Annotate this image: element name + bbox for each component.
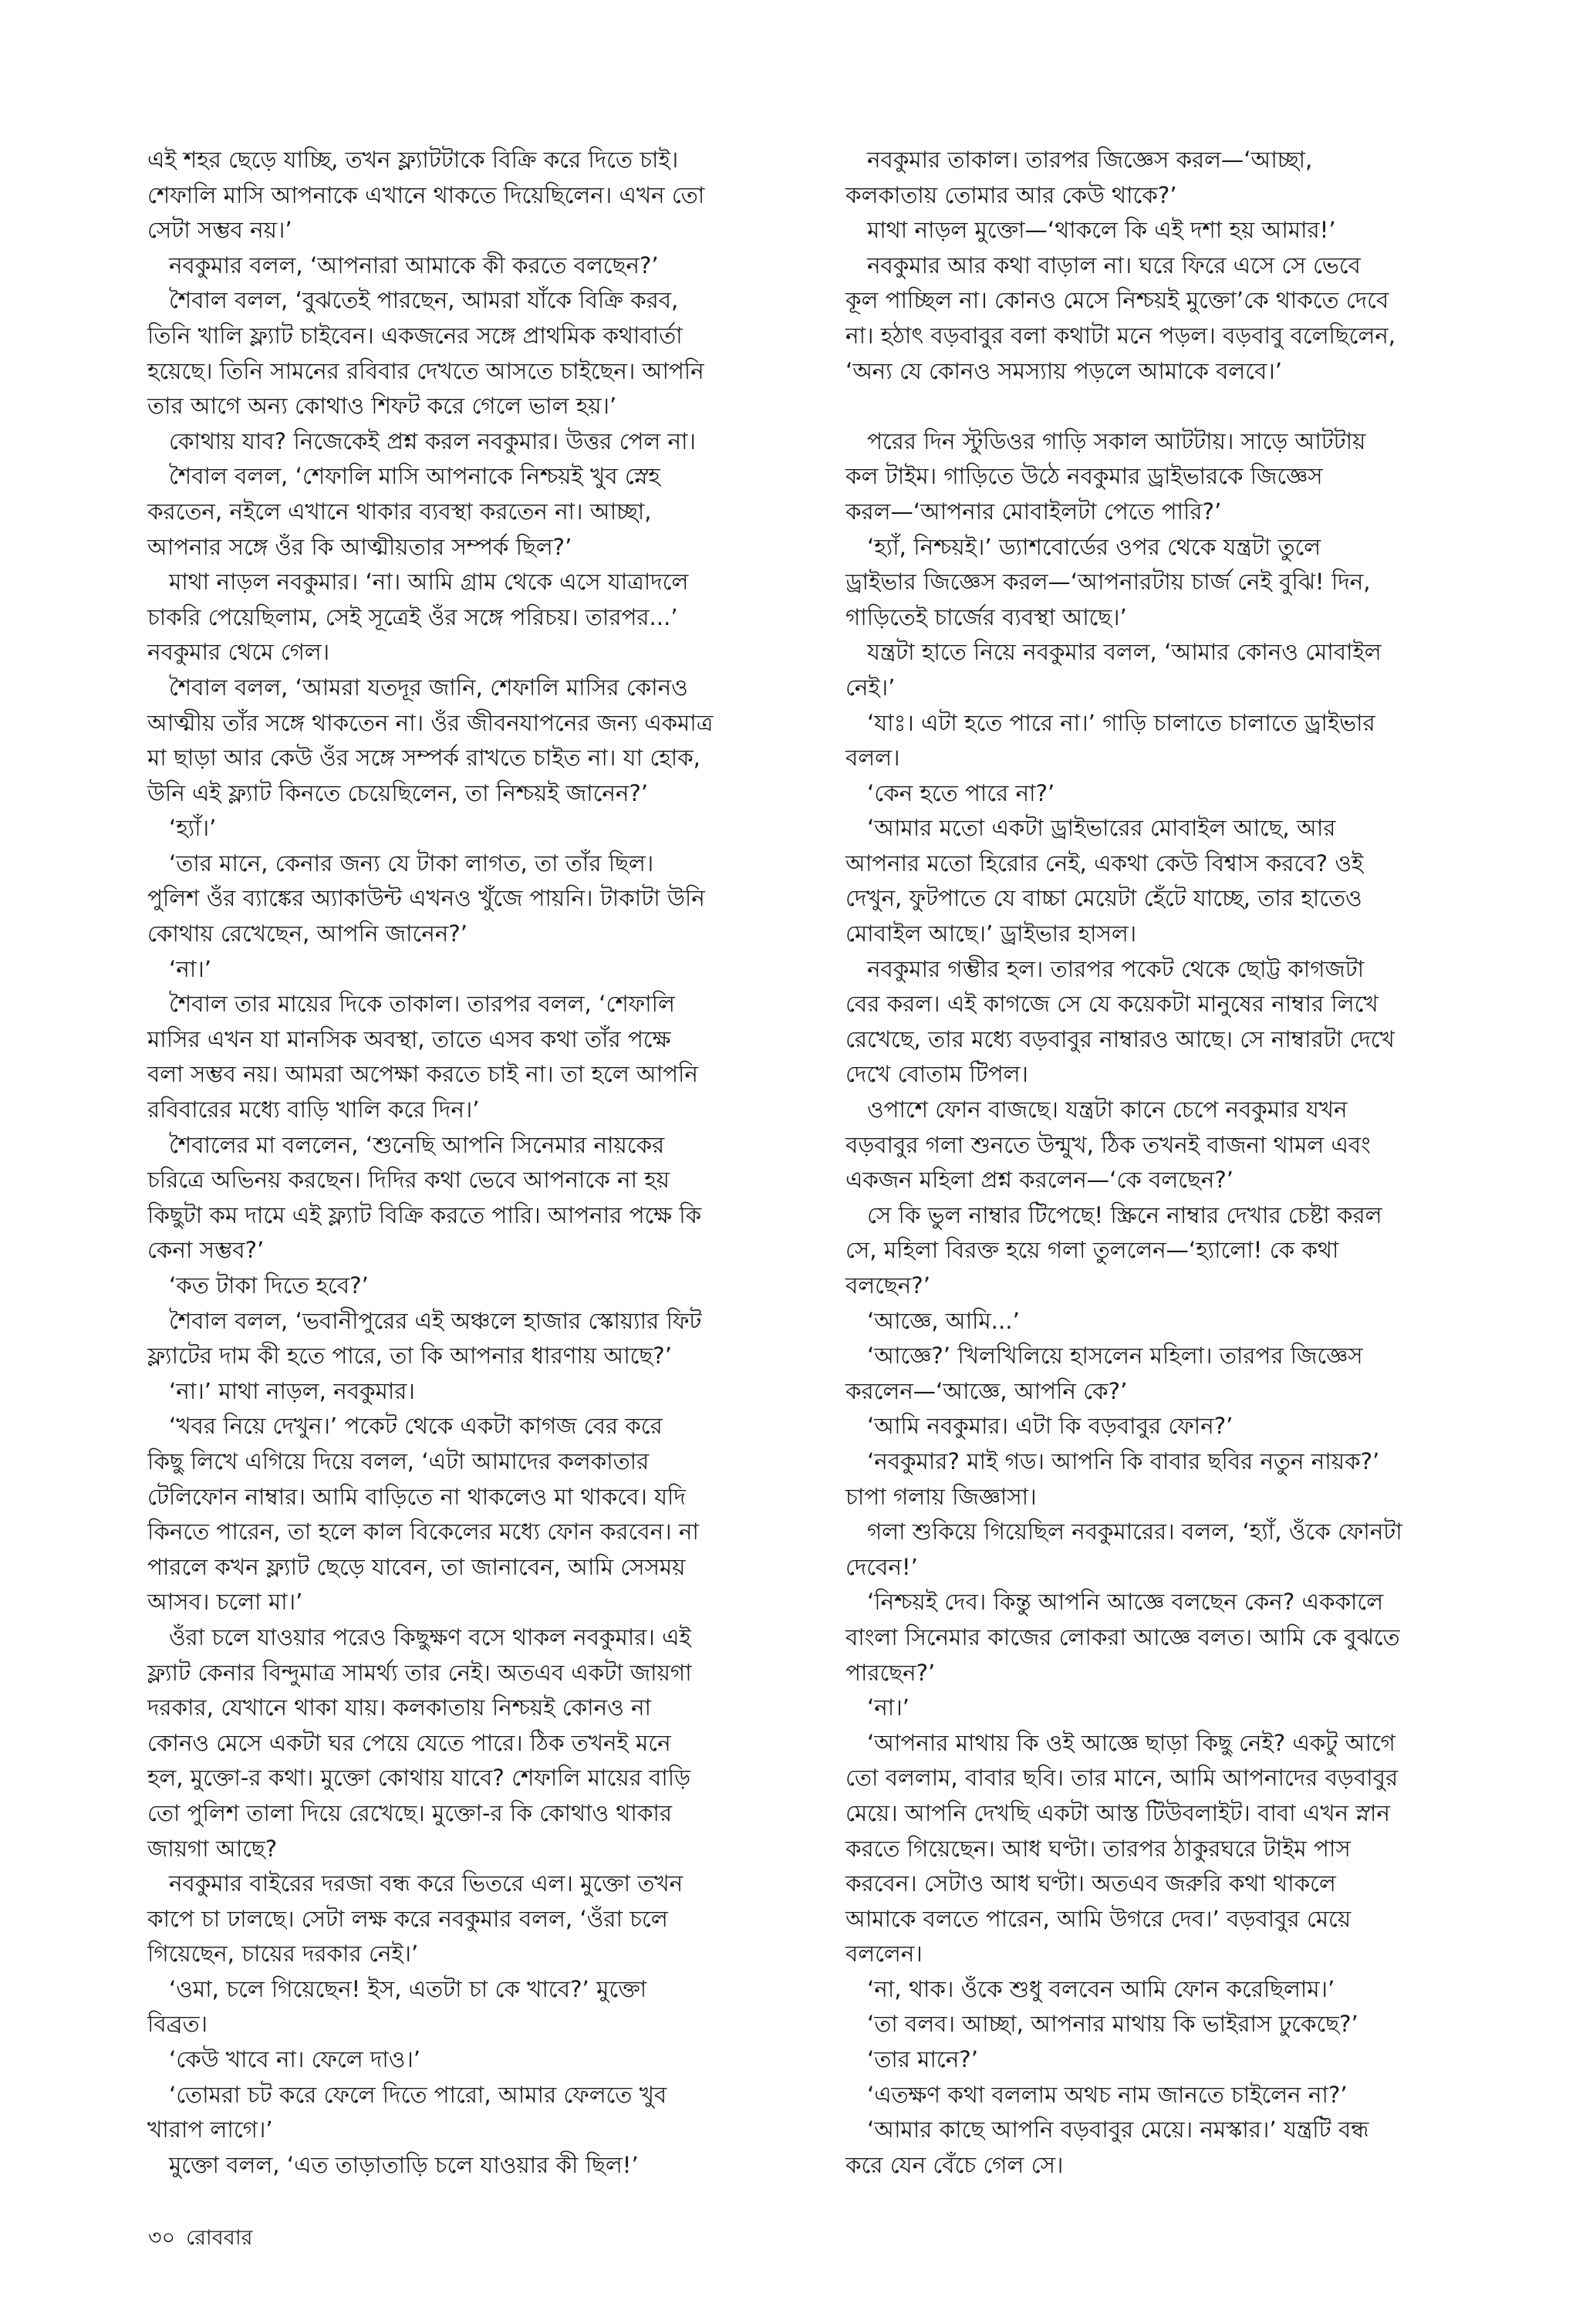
text-line: নবকুমার বলল, ‘আপনারা আমাকে কী করতে বলছেন?’ <box>147 252 659 279</box>
text-line: সে, মহিলা বিরক্ত হয়ে গলা তুললেন—‘হ্যালো! কে কথা <box>845 1237 1339 1264</box>
text-line: ড্রাইভার জিজ্ঞেস করল—‘আপনারটায় চার্জ নেই বুঝি! দিন, <box>845 569 1371 596</box>
text-line: হয়েছে। তিনি সামনের রবিবার দেখতে আসতে চাইছেন। আপনি <box>147 357 704 384</box>
text-line: আমাকে বলতে পারেন, আমি উগরে দেব।’ বড়বাবুর মেয়ে <box>845 1905 1352 1932</box>
text-line: এই শহর ছেড়ে যাচ্ছি, তখন ফ্ল্যাটটাকে বিক্রি করে দিতে চাই। <box>147 147 679 173</box>
text-line: ‘না, থাক। ওঁকে শুধু বলবেন আমি ফোন করেছিলাম।’ <box>845 1975 1335 2002</box>
text-line: মাথা নাড়ল নবকুমার। ‘না। আমি গ্রাম থেকে এসে যাত্রাদলে <box>147 569 689 596</box>
text-line: শেফালি মাসি আপনাকে এখানে থাকতে দিয়েছিলেন। এখন তো <box>147 181 705 208</box>
text-line: শৈবাল বলল, ‘বুঝতেই পারছেন, আমরা যাঁকে বিক্রি করব, <box>147 287 679 314</box>
text-line: চাকরি পেয়েছিলাম, সেই সূত্রেই ওঁর সঙ্গে পরিচয়। তারপর...’ <box>147 603 678 630</box>
text-line: ‘হ্যাঁ, নিশ্চয়ই।’ ড্যাশবোর্ডের ওপর থেকে যন্ত্রটা তুলে <box>845 533 1321 560</box>
text-line: ‘আজ্ঞে?’ খিলখিলিয়ে হাসলেন মহিলা। তারপর জিজ্ঞেস <box>845 1343 1363 1370</box>
text-line: বললেন। <box>845 1941 923 1968</box>
text-line: তিনি খালি ফ্ল্যাট চাইবেন। একজনের সঙ্গে প্রাথমিক কথাবার্তা <box>147 322 683 349</box>
text-line: নবকুমার আর কথা বাড়াল না। ঘরে ফিরে এসে সে ভেবে <box>845 252 1361 279</box>
text-line: উনি এই ফ্ল্যাট কিনতে চেয়েছিলেন, তা নিশ্চয়ই জানেন?’ <box>147 779 649 806</box>
text-line: ‘আমার মতো একটা ড্রাইভারের মোবাইল আছে, আর <box>845 815 1336 842</box>
text-line <box>845 389 1524 424</box>
text-line: বলা সম্ভব নয়। আমরা অপেক্ষা করতে চাই না। তা হলে আপনি <box>147 1061 698 1088</box>
text-line: ‘কত টাকা দিতে হবে?’ <box>147 1272 369 1299</box>
text-line: নবকুমার বাইরের দরজা বন্ধ করে ভিতরে এল। মুক্তো তখন <box>147 1870 683 1897</box>
right-text-column <box>845 143 1524 2183</box>
text-line: ‘আপনার মাথায় কি ওই আজ্ঞে ছাড়া কিছু নেই? একটু আগে <box>845 1729 1395 1756</box>
text-line: শৈবাল বলল, ‘আমরা যতদূর জানি, শেফালি মাসির কোনও <box>147 674 688 701</box>
text-line: রবিবারের মধ্যে বাড়ি খালি করে দিন।’ <box>147 1096 480 1123</box>
text-line: ওপাশে ফোন বাজছে। যন্ত্রটা কানে চেপে নবকুমার যখন <box>845 1096 1348 1123</box>
text-line: সেটা সম্ভব নয়।’ <box>147 217 292 244</box>
text-line: শৈবালের মা বললেন, ‘শুনেছি আপনি সিনেমার নায়কের <box>147 1131 665 1158</box>
text-line: গলা শুকিয়ে গিয়েছিল নবকুমারের। বলল, ‘হ্যাঁ, ওঁকে ফোনটা <box>845 1518 1402 1545</box>
text-line: ফ্ল্যাট কেনার বিন্দুমাত্র সামর্থ্য তার নেই। অতএব একটা জায়গা <box>147 1659 692 1686</box>
text-line: টেলিফোন নাম্বার। আমি বাড়িতে না থাকলেও মা থাকবে। যদি <box>147 1483 686 1510</box>
text-line: মাসির এখন যা মানসিক অবস্থা, তাতে এসব কথা তাঁর পক্ষে <box>147 1025 671 1052</box>
text-line: বলল। <box>845 745 900 772</box>
text-line: করল—‘আপনার মোবাইলটা পেতে পারি?’ <box>845 498 1222 525</box>
text-line: রেখেছে, তার মধ্যে বড়বাবুর নাম্বারও আছে। সে নাম্বারটা দেখে <box>845 1025 1395 1052</box>
text-line: নবকুমার থেমে গেল। <box>147 639 330 666</box>
text-line: ‘এতক্ষণ কথা বললাম অথচ নাম জানতে চাইলেন না?’ <box>845 2081 1348 2108</box>
text-line: আসব। চলো মা।’ <box>147 1589 303 1616</box>
text-line: কাপে চা ঢালছে। সেটা লক্ষ করে নবকুমার বলল, ‘ওঁরা চলে <box>147 1905 668 1932</box>
text-line: পারছেন?’ <box>845 1659 936 1686</box>
text-line: শৈবাল বলল, ‘ভবানীপুরের এই অঞ্চলে হাজার স্কোয়্যার ফিট <box>147 1307 702 1334</box>
text-line: করতে গিয়েছেন। আধ ঘণ্টা। তারপর ঠাকুরঘরে টাইম পাস <box>845 1835 1351 1862</box>
text-line: ‘আমি নবকুমার। এটা কি বড়বাবুর ফোন?’ <box>845 1413 1233 1440</box>
text-line: বের করল। এই কাগজে সে যে কয়েকটা মানুষের নাম্বার লিখে <box>845 991 1379 1018</box>
text-line: করতেন, নইলে এখানে থাকার ব্যবস্থা করতেন না। আচ্ছা, <box>147 498 652 525</box>
text-line: করলেন—‘আজ্ঞে, আপনি কে?’ <box>845 1377 1128 1404</box>
text-line: দেখে বোতাম টিপল। <box>845 1061 1028 1088</box>
text-line: কূল পাচ্ছিল না। কোনও মেসে নিশ্চয়ই মুক্তো’কে থাকতে দেবে <box>845 287 1389 314</box>
text-line: কলকাতায় তোমার আর কেউ থাকে?’ <box>845 181 1177 208</box>
text-line: তো পুলিশ তালা দিয়ে রেখেছে। মুক্তো-র কি কোথাও থাকার <box>147 1799 672 1826</box>
page-footer <box>148 2224 253 2252</box>
text-line: পরের দিন স্টুডিওর গাড়ি সকাল আটটায়। সাড়ে আটটায় <box>845 427 1366 454</box>
text-line: কোনও মেসে একটা ঘর পেয়ে যেতে পারে। ঠিক তখনই মনে <box>147 1729 671 1756</box>
text-line: কোথায় রেখেছেন, আপনি জানেন?’ <box>147 920 468 948</box>
text-line: না। হঠাৎ বড়বাবুর বলা কথাটা মনে পড়ল। বড়বাবু বলেছিলেন, <box>845 322 1396 349</box>
text-line: মেয়ে। আপনি দেখছি একটা আস্ত টিউবলাইট। বাবা এখন স্নান <box>845 1799 1390 1826</box>
text-line: ‘আজ্ঞে, আমি...’ <box>845 1307 1020 1334</box>
text-line: ‘কেউ খাবে না। ফেলে দাও।’ <box>147 2046 421 2073</box>
text-line: ‘না।’ <box>147 955 212 982</box>
text-line: তার আগে অন্য কোথাও শিফট করে গেলে ভাল হয়।’ <box>147 393 617 420</box>
text-line: মা ছাড়া আর কেউ ওঁর সঙ্গে সম্পর্ক রাখতে চাইত না। যা হোক, <box>147 745 700 772</box>
text-line: দরকার, যেখানে থাকা যায়। কলকাতায় নিশ্চয়ই কোনও না <box>147 1694 652 1721</box>
text-line: বাংলা সিনেমার কাজের লোকরা আজ্ঞে বলত। আমি কে বুঝতে <box>845 1623 1400 1650</box>
left-text-column <box>147 143 842 2183</box>
text-line: ‘নবকুমার? মাই গড। আপনি কি বাবার ছবির নতুন নায়ক?’ <box>845 1447 1380 1474</box>
text-line: আপনার মতো হিরোর নেই, একথা কেউ বিশ্বাস করবে? ওই <box>845 850 1364 877</box>
text-line: ‘খবর নিয়ে দেখুন।’ পকেট থেকে একটা কাগজ বের করে <box>147 1413 663 1440</box>
text-line: শৈবাল বলল, ‘শেফালি মাসি আপনাকে নিশ্চয়ই খুব স্নেহ <box>147 463 660 490</box>
text-line: কেনা সম্ভব?’ <box>147 1237 265 1264</box>
magazine-name: রোববার <box>186 2226 253 2250</box>
text-line: মুক্তো বলল, ‘এত তাড়াতাড়ি চলে যাওয়ার কী ছিল!’ <box>147 2151 639 2178</box>
text-line: গিয়েছেন, চায়ের দরকার নেই।’ <box>147 1941 419 1968</box>
text-line: নবকুমার গম্ভীর হল। তারপর পকেট থেকে ছোট্ট কাগজটা <box>845 955 1365 982</box>
text-line: হল, মুক্তো-র কথা। মুক্তো কোথায় যাবে? শেফালি মায়ের বাড়ি <box>147 1765 691 1792</box>
text-line: ‘তা বলব। আচ্ছা, আপনার মাথায় কি ভাইরাস ঢুকেছে?’ <box>845 2011 1358 2038</box>
text-line: একজন মহিলা প্রশ্ন করলেন—‘কে বলছেন?’ <box>845 1167 1234 1194</box>
text-line: চরিত্রে অভিনয় করছেন। দিদির কথা ভেবে আপনাকে না হয় <box>147 1167 670 1194</box>
text-line: তো বললাম, বাবার ছবি। তার মানে, আমি আপনাদের বড়বাবুর <box>845 1765 1399 1792</box>
text-line: আপনার সঙ্গে ওঁর কি আত্মীয়তার সম্পর্ক ছিল?’ <box>147 533 572 560</box>
text-line: আত্মীয় তাঁর সঙ্গে থাকতেন না। ওঁর জীবনযাপনের জন্য একমাত্র <box>147 709 714 736</box>
text-line: ‘যাঃ। এটা হতে পারে না।’ গাড়ি চালাতে চালাতে ড্রাইভার <box>845 709 1375 736</box>
text-line: বড়বাবুর গলা শুনতে উন্মুখ, ঠিক তখনই বাজনা থামল এবং <box>845 1131 1371 1158</box>
text-line: ‘না।’ মাথা নাড়ল, নবকুমার। <box>147 1377 415 1404</box>
text-line: চাপা গলায় জিজ্ঞাসা। <box>845 1483 1037 1510</box>
text-line: সে কি ভুল নাম্বার টিপেছে! স্ক্রিনে নাম্বার দেখার চেষ্টা করল <box>845 1201 1382 1228</box>
text-line: বলছেন?’ <box>845 1272 931 1299</box>
text-line: ‘অন্য যে কোনও সমস্যায় পড়লে আমাকে বলবে।’ <box>845 357 1283 384</box>
text-line: ‘কেন হতে পারে না?’ <box>845 779 1055 806</box>
text-line: কিনতে পারেন, তা হলে কাল বিকেলের মধ্যে ফোন করবেন। না <box>147 1518 699 1545</box>
page-number: ৩০ <box>148 2226 176 2250</box>
text-line: মোবাইল আছে।’ ড্রাইভার হাসল। <box>845 920 1137 948</box>
text-line: ‘হ্যাঁ।’ <box>147 815 217 842</box>
text-line: যন্ত্রটা হাতে নিয়ে নবকুমার বলল, ‘আমার কোনও মোবাইল <box>845 639 1382 666</box>
text-line: মাথা নাড়ল মুক্তো—‘থাকলে কি এই দশা হয় আমার!’ <box>845 217 1336 244</box>
text-line: ‘তার মানে, কেনার জন্য যে টাকা লাগত, তা তাঁর ছিল। <box>147 850 654 877</box>
text-line: কিছুটা কম দামে এই ফ্ল্যাট বিক্রি করতে পারি। আপনার পক্ষে কি <box>147 1201 702 1228</box>
text-line: খারাপ লাগে।’ <box>147 2116 273 2143</box>
text-line: দেখুন, ফুটপাতে যে বাচ্চা মেয়েটা হেঁটে যাচ্ছে, তার হাতেও <box>845 885 1362 912</box>
text-line: দেবেন!’ <box>845 1553 918 1580</box>
text-line: ‘নিশ্চয়ই দেব। কিন্তু আপনি আজ্ঞে বলছেন কেন? এককালে <box>845 1589 1384 1616</box>
text-line: পুলিশ ওঁর ব্যাঙ্কের অ্যাকাউন্ট এখনও খুঁজে পায়নি। টাকাটা উনি <box>147 885 705 912</box>
text-line: ‘না।’ <box>845 1694 910 1721</box>
text-line: কল টাইম। গাড়িতে উঠে নবকুমার ড্রাইভারকে জিজ্ঞেস <box>845 463 1323 490</box>
text-line: করে যেন বেঁচে গেল সে। <box>845 2151 1064 2178</box>
text-line: শৈবাল তার মায়ের দিকে তাকাল। তারপর বলল, ‘শেফালি <box>147 991 675 1018</box>
text-line: করবেন। সেটাও আধ ঘণ্টা। অতএব জরুরি কথা থাকলে <box>845 1870 1336 1897</box>
text-line: ‘ওমা, চলে গিয়েছেন! ইস, এতটা চা কে খাবে?’ মুক্তো <box>147 1975 647 2002</box>
text-line: ‘আমার কাছে আপনি বড়বাবুর মেয়ে। নমস্কার।’ যন্ত্রটি বন্ধ <box>845 2116 1369 2143</box>
text-line: ফ্ল্যাটের দাম কী হতে পারে, তা কি আপনার ধারণায় আছে?’ <box>147 1343 673 1370</box>
text-line: কিছু লিখে এগিয়ে দিয়ে বলল, ‘এটা আমাদের কলকাতার <box>147 1447 650 1474</box>
text-line: পারলে কখন ফ্ল্যাট ছেড়ে যাবেন, তা জানাবেন, আমি সেসময় <box>147 1553 686 1580</box>
text-line: নেই।’ <box>845 674 896 701</box>
text-line: বিব্রত। <box>147 2011 208 2038</box>
text-line: ‘তার মানে?’ <box>845 2046 979 2073</box>
text-line: কোথায় যাব? নিজেকেই প্রশ্ন করল নবকুমার। উত্তর পেল না। <box>147 427 696 454</box>
text-line: নবকুমার তাকাল। তারপর জিজ্ঞেস করল—‘আচ্ছা, <box>845 147 1313 173</box>
text-line: গাড়িতেই চার্জের ব্যবস্থা আছে।’ <box>845 603 1127 630</box>
text-line: জায়গা আছে? <box>147 1835 278 1862</box>
text-line: ‘তোমরা চট করে ফেলে দিতে পারো, আমার ফেলতে খুব <box>147 2081 667 2108</box>
text-line: ওঁরা চলে যাওয়ার পরেও কিছুক্ষণ বসে থাকল নবকুমার। এই <box>147 1623 691 1650</box>
